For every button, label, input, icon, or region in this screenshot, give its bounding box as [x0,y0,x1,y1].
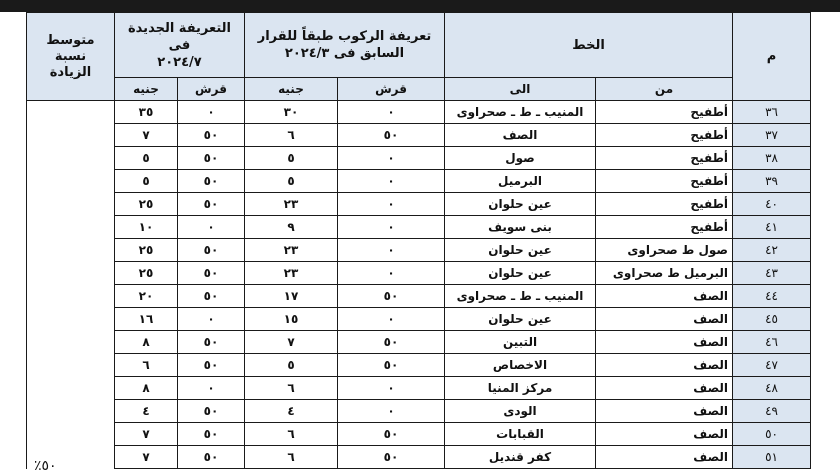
cell-num: ٣٦ [733,101,811,124]
cell-avg-increase [27,262,115,285]
cell-new-pound: ٢٥ [115,239,178,262]
cell-from: الصف [596,377,733,400]
cell-avg-increase [27,331,115,354]
cell-to: عين حلوان [445,262,596,285]
cell-new-pound: ٦ [115,354,178,377]
cell-num: ٤٧ [733,354,811,377]
cell-num: ٣٧ [733,124,811,147]
table-row [27,193,811,216]
table-row [27,446,811,469]
header-new-piaster: قرش [178,78,245,101]
cell-avg-increase [27,193,115,216]
table-row [27,124,811,147]
cell-to: بنى سويف [445,216,596,239]
cell-from: الصف [596,285,733,308]
cell-old-pound: ٦ [245,377,338,400]
cell-new-piaster: ٥٠ [178,423,245,446]
cell-old-pound: ١٧ [245,285,338,308]
cell-avg-increase [27,308,115,331]
cell-avg-increase [27,423,115,446]
cell-to: عين حلوان [445,239,596,262]
cell-num: ٥٠ [733,423,811,446]
cell-from: الصف [596,308,733,331]
cell-to: الاخصاص [445,354,596,377]
header-new-pound: جنيه [115,78,178,101]
cell-avg-increase [27,216,115,239]
cell-num: ٣٩ [733,170,811,193]
cell-to: عين حلوان [445,308,596,331]
cell-new-piaster: ٥٠ [178,331,245,354]
header-avg-increase: متوسط نسبة الزيادة [27,13,115,101]
cell-old-piaster: ٥٠ [338,446,445,469]
cell-old-piaster: ٠ [338,262,445,285]
cell-from: أطفيح [596,216,733,239]
cell-to: عين حلوان [445,193,596,216]
cell-from: أطفيح [596,147,733,170]
cell-num: ٤٢ [733,239,811,262]
cell-to: البرميل [445,170,596,193]
cell-old-pound: ٦ [245,423,338,446]
cell-avg-increase [27,147,115,170]
cell-new-pound: ٨ [115,331,178,354]
cell-old-pound: ٢٣ [245,193,338,216]
cell-num: ٤٩ [733,400,811,423]
header-old-piaster: قرش [338,78,445,101]
cell-num: ٣٨ [733,147,811,170]
cell-from: أطفيح [596,101,733,124]
cell-old-piaster: ٥٠ [338,124,445,147]
tariff-table [26,12,811,469]
header-old-tariff: تعريفة الركوب طبقاً للقرار السابق فى ٢٠٢٤/٣ [245,13,445,78]
cell-old-pound: ٩ [245,216,338,239]
cell-from: الصف [596,331,733,354]
table-row [27,285,811,308]
header-num: م [733,13,811,101]
cell-from: صول ط صحراوى [596,239,733,262]
cell-new-pound: ٢٥ [115,193,178,216]
cell-old-pound: ٦ [245,124,338,147]
cell-new-piaster: ٥٠ [178,239,245,262]
header-line: الخط [445,13,733,78]
cell-old-piaster: ٥٠ [338,331,445,354]
cell-new-piaster: ٠ [178,216,245,239]
table-body [27,101,811,469]
cell-num: ٤٦ [733,331,811,354]
cell-to: القبابات [445,423,596,446]
cell-to: الصف [445,124,596,147]
cell-new-piaster: ٥٠ [178,124,245,147]
table-row [27,377,811,400]
cell-new-pound: ٨ [115,377,178,400]
cell-old-pound: ٥ [245,147,338,170]
cell-from: الصف [596,446,733,469]
cell-avg-increase [27,170,115,193]
cell-to: كفر قنديل [445,446,596,469]
cell-new-piaster: ٠ [178,308,245,331]
table-row [27,216,811,239]
header-new-tariff: التعريفة الجديدة فى ٢٠٢٤/٧ [115,13,245,78]
cell-new-pound: ٢٥ [115,262,178,285]
cell-to: صول [445,147,596,170]
table-row [27,147,811,170]
cell-num: ٥١ [733,446,811,469]
cell-num: ٤٣ [733,262,811,285]
cell-new-pound: ٧ [115,423,178,446]
cell-from: البرميل ط صحراوى [596,262,733,285]
cell-new-piaster: ٥٠ [178,400,245,423]
cell-old-piaster: ٠ [338,193,445,216]
cell-from: أطفيح [596,170,733,193]
cell-new-piaster: ٥٠ [178,147,245,170]
table-row [27,262,811,285]
cell-new-piaster: ٥٠ [178,354,245,377]
table-row [27,101,811,124]
cell-from: أطفيح [596,124,733,147]
cell-new-piaster: ٥٠ [178,285,245,308]
cell-old-piaster: ٠ [338,400,445,423]
table-row [27,400,811,423]
cell-new-pound: ٥ [115,147,178,170]
cell-new-pound: ٧ [115,124,178,147]
cell-new-piaster: ٠ [178,101,245,124]
cell-new-pound: ١٦ [115,308,178,331]
top-edge-bar [0,0,840,12]
cell-avg-increase [27,377,115,400]
cell-old-pound: ١٥ [245,308,338,331]
cell-new-pound: ١٠ [115,216,178,239]
table-row [27,239,811,262]
cell-new-piaster: ٠ [178,377,245,400]
cell-old-piaster: ٠ [338,170,445,193]
cell-old-pound: ٢٣ [245,239,338,262]
cell-from: الصف [596,423,733,446]
header-to: الى [445,78,596,101]
cell-new-piaster: ٥٠ [178,446,245,469]
cell-old-pound: ٧ [245,331,338,354]
cell-num: ٤١ [733,216,811,239]
cell-to: مركز المنيا [445,377,596,400]
table-row [27,308,811,331]
cell-old-pound: ٥ [245,354,338,377]
cell-new-pound: ٧ [115,446,178,469]
cell-old-pound: ٣٠ [245,101,338,124]
cell-old-piaster: ٥٠ [338,285,445,308]
cell-old-pound: ٢٣ [245,262,338,285]
cell-num: ٤٤ [733,285,811,308]
cell-old-pound: ٥ [245,170,338,193]
cell-old-piaster: ٠ [338,216,445,239]
table-row [27,331,811,354]
cell-old-piaster: ٠ [338,239,445,262]
cell-new-piaster: ٥٠ [178,170,245,193]
cell-old-piaster: ٠ [338,101,445,124]
cell-avg-increase [27,354,115,377]
cell-new-pound: ٥ [115,170,178,193]
cell-to: المنيب ـ ط ـ صحراوى [445,101,596,124]
cell-num: ٤٨ [733,377,811,400]
cell-avg-increase [27,101,115,124]
cell-avg-increase [27,400,115,423]
cell-old-piaster: ٠ [338,147,445,170]
header-old-pound: جنيه [245,78,338,101]
cell-from: الصف [596,400,733,423]
cell-old-pound: ٦ [245,446,338,469]
cell-new-pound: ٢٠ [115,285,178,308]
table-row [27,354,811,377]
cell-from: أطفيح [596,193,733,216]
cell-avg-increase [27,239,115,262]
cell-old-pound: ٤ [245,400,338,423]
tariff-table-wrapper [26,12,810,469]
table-row [27,423,811,446]
cell-num: ٤٠ [733,193,811,216]
cell-avg-increase [27,124,115,147]
cell-to: المنيب ـ ط ـ صحراوى [445,285,596,308]
cell-old-piaster: ٥٠ [338,423,445,446]
cell-new-pound: ٣٥ [115,101,178,124]
cell-new-piaster: ٥٠ [178,262,245,285]
cell-num: ٤٥ [733,308,811,331]
header-from: من [596,78,733,101]
table-row [27,170,811,193]
cell-from: الصف [596,354,733,377]
cell-to: التبين [445,331,596,354]
cell-avg-increase [27,285,115,308]
cell-old-piaster: ٠ [338,308,445,331]
cell-old-piaster: ٠ [338,377,445,400]
side-note: ٪٥٠ [34,458,57,474]
cell-new-piaster: ٥٠ [178,193,245,216]
cell-to: الودى [445,400,596,423]
cell-old-piaster: ٥٠ [338,354,445,377]
cell-new-pound: ٤ [115,400,178,423]
